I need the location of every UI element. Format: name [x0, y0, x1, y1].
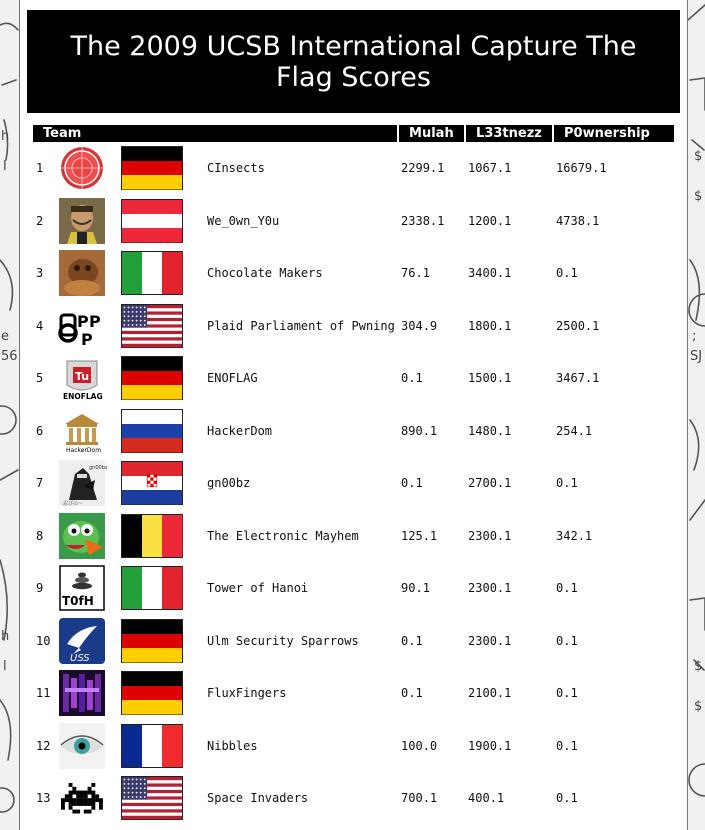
- brown-creature-logo: [59, 247, 121, 300]
- page-title: The 2009 UCSB International Capture The Flag Scores: [70, 30, 637, 93]
- svg-text:ENOFLAG: ENOFLAG: [63, 392, 103, 402]
- svg-text:56: 56: [1, 349, 18, 364]
- fluxfingers-logo: [59, 667, 121, 720]
- usa-flag-icon: [121, 300, 207, 353]
- table-row: [33, 352, 674, 405]
- rank-cell: 12: [36, 738, 51, 753]
- table-row: [33, 405, 674, 458]
- p0wnership-cell: 3467.1: [556, 371, 600, 386]
- p0wnership-cell: 16679.1: [556, 161, 607, 176]
- l33tnezz-cell: 1900.1: [468, 738, 512, 753]
- l33tnezz-cell: 1500.1: [468, 371, 512, 386]
- svg-text:l: l: [3, 159, 7, 174]
- mulah-column-header[interactable]: Mulah: [398, 125, 465, 142]
- uss-logo: [59, 615, 121, 668]
- muppet-logo: [59, 510, 121, 563]
- svg-text:USS: USS: [70, 652, 90, 664]
- team-name-cell: ENOFLAG: [207, 371, 258, 386]
- team-name-cell: Ulm Security Sparrows: [207, 633, 359, 648]
- tofh-logo: [59, 562, 121, 615]
- p0wnership-cell: 2500.1: [556, 318, 600, 333]
- croatia-flag-icon: [121, 457, 207, 510]
- table-row: [33, 562, 674, 615]
- p0wnership-cell: 0.1: [556, 476, 578, 491]
- svg-text:$: $: [694, 659, 703, 674]
- mulah-cell: 100.0: [401, 738, 438, 753]
- table-row: [33, 300, 674, 353]
- l33tnezz-cell: 2300.1: [468, 633, 512, 648]
- germany-flag-icon: [121, 142, 207, 195]
- svg-text:SJ: SJ: [690, 349, 703, 364]
- ppp-logo: [59, 300, 121, 353]
- l33tnezz-cell: 2300.1: [468, 581, 512, 596]
- svg-text:l: l: [3, 659, 7, 674]
- italy-flag-icon: [121, 562, 207, 615]
- rank-cell: 4: [36, 318, 44, 333]
- table-header-row: [33, 125, 674, 142]
- p0wnership-cell: 4738.1: [556, 213, 600, 228]
- rank-cell: 11: [36, 686, 51, 701]
- team-name-cell: FluxFingers: [207, 686, 287, 701]
- mulah-cell: 125.1: [401, 528, 438, 543]
- table-row: [33, 247, 674, 300]
- l33tnezz-column-header[interactable]: L33tnezz: [465, 125, 553, 142]
- l33tnezz-cell: 1067.1: [468, 161, 512, 176]
- mulah-cell: 2338.1: [401, 213, 445, 228]
- l33tnezz-cell: 1200.1: [468, 213, 512, 228]
- team-name-cell: CInsects: [207, 161, 265, 176]
- red-circle-logo: [59, 142, 121, 195]
- russia-flag-icon: [121, 405, 207, 458]
- svg-text:;: ;: [692, 329, 697, 344]
- rank-cell: 6: [36, 423, 44, 438]
- table-row: [33, 772, 674, 825]
- p0wnership-cell: 0.1: [556, 791, 578, 806]
- germany-flag-icon: [121, 615, 207, 668]
- rank-cell: 3: [36, 266, 44, 281]
- france-flag-icon: [121, 720, 207, 773]
- p0wnership-cell: 0.1: [556, 686, 578, 701]
- l33tnezz-cell: 2100.1: [468, 686, 512, 701]
- rank-cell: 13: [36, 791, 51, 806]
- team-name-cell: Tower of Hanoi: [207, 581, 309, 596]
- germany-flag-icon: [121, 667, 207, 720]
- scoreboard-page: [19, 0, 688, 830]
- svg-text:$: $: [694, 189, 703, 204]
- team-name-cell: Chocolate Makers: [207, 266, 323, 281]
- l33tnezz-cell: 3400.1: [468, 266, 512, 281]
- p0wnership-cell: 0.1: [556, 581, 578, 596]
- svg-text:e: e: [1, 329, 9, 344]
- team-name-cell: Space Invaders: [207, 791, 309, 806]
- mulah-cell: 90.1: [401, 581, 430, 596]
- table-row: [33, 667, 674, 720]
- svg-text:Tu: Tu: [75, 370, 90, 384]
- belgium-flag-icon: [121, 510, 207, 563]
- team-name-cell: Plaid Parliament of Pwning: [207, 318, 395, 333]
- svg-text:T0fH: T0fH: [62, 594, 94, 609]
- usa-flag-icon: [121, 772, 207, 825]
- p0wnership-cell: 0.1: [556, 738, 578, 753]
- space-invader-logo: [59, 772, 121, 825]
- ninja-logo: [59, 457, 121, 510]
- p0wnership-cell: 0.1: [556, 266, 578, 281]
- italy-flag-icon: [121, 247, 207, 300]
- rank-cell: 5: [36, 371, 44, 386]
- eye-logo: [59, 720, 121, 773]
- team-column-header[interactable]: Team: [33, 125, 398, 142]
- scores-table: [33, 125, 674, 825]
- l33tnezz-cell: 2300.1: [468, 528, 512, 543]
- mulah-cell: 700.1: [401, 791, 438, 806]
- svg-text:忍びの〜: 忍びの〜: [63, 501, 84, 508]
- table-row: [33, 142, 674, 195]
- svg-text:$: $: [694, 149, 703, 164]
- mulah-cell: 304.9: [401, 318, 438, 333]
- svg-text:gn00bz: gn00bz: [89, 465, 108, 472]
- mulah-cell: 76.1: [401, 266, 430, 281]
- mulah-cell: 0.1: [401, 686, 423, 701]
- mulah-cell: 2299.1: [401, 161, 445, 176]
- svg-text:h: h: [1, 129, 10, 144]
- mulah-cell: 0.1: [401, 371, 423, 386]
- rank-cell: 10: [36, 633, 51, 648]
- enoflag-logo: [59, 352, 121, 405]
- p0wnership-cell: 342.1: [556, 528, 593, 543]
- team-name-cell: The Electronic Mayhem: [207, 528, 359, 543]
- team-name-cell: HackerDom: [207, 423, 273, 438]
- rank-cell: 1: [36, 161, 44, 176]
- table-row: [33, 195, 674, 248]
- team-name-cell: gn00bz: [207, 476, 251, 491]
- svg-text:P: P: [89, 311, 101, 331]
- p0wnership-cell: 254.1: [556, 423, 593, 438]
- table-row: [33, 720, 674, 773]
- l33tnezz-cell: 1800.1: [468, 318, 512, 333]
- rank-cell: 2: [36, 213, 44, 228]
- l33tnezz-cell: 1480.1: [468, 423, 512, 438]
- p0wnership-column-header[interactable]: P0wnership: [553, 125, 674, 142]
- portrait-photo-logo: [59, 195, 121, 248]
- hackerdom-logo: [59, 405, 121, 458]
- germany-flag-icon: [121, 352, 207, 405]
- svg-text:HackerDom: HackerDom: [66, 446, 102, 454]
- table-row: [33, 510, 674, 563]
- team-name-cell: Nibbles: [207, 738, 258, 753]
- team-name-cell: We_0wn_Y0u: [207, 213, 280, 228]
- mulah-cell: 0.1: [401, 476, 423, 491]
- rank-cell: 9: [36, 581, 44, 596]
- mulah-cell: 0.1: [401, 633, 423, 648]
- title-bar: [27, 10, 680, 113]
- mulah-cell: 890.1: [401, 423, 438, 438]
- austria-flag-icon: [121, 195, 207, 248]
- svg-text:P: P: [77, 311, 89, 331]
- svg-text:$: $: [694, 699, 703, 714]
- l33tnezz-cell: 400.1: [468, 791, 505, 806]
- rank-cell: 7: [36, 476, 44, 491]
- rank-cell: 8: [36, 528, 44, 543]
- p0wnership-cell: 0.1: [556, 633, 578, 648]
- l33tnezz-cell: 2700.1: [468, 476, 512, 491]
- svg-text:P: P: [81, 329, 93, 349]
- svg-text:h: h: [1, 629, 10, 644]
- table-row: [33, 457, 674, 510]
- table-row: [33, 615, 674, 668]
